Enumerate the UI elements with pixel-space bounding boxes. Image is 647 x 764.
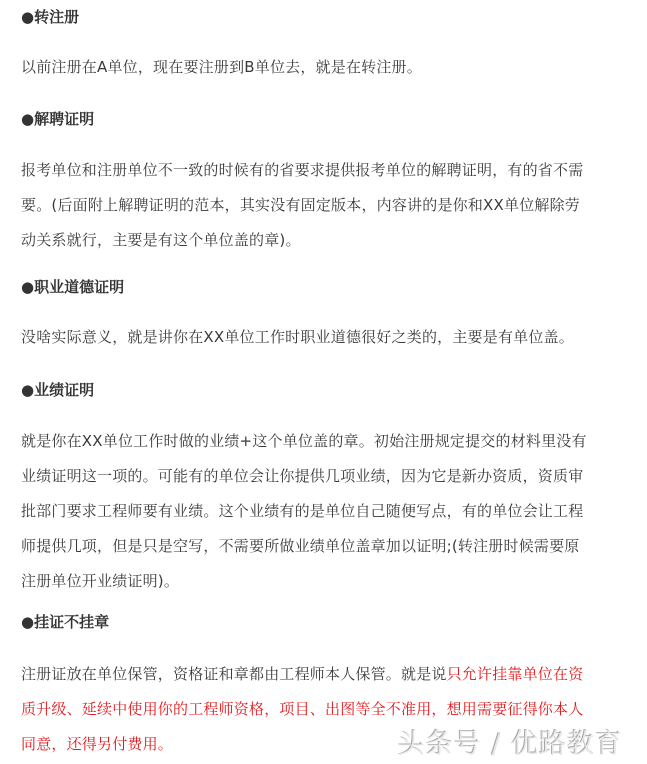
section-body-dismissal-certificate [21,153,631,258]
text-line: 就是你在XX单位工作时做的业绩+这个单位盖的章。初始注册规定提交的材料里没有 [21,432,587,450]
watermark: 头条号 / 优路教育 [398,729,624,760]
text-line: 以前注册在A单位，现在要注册到B单位去，就是在转注册。 [21,58,422,76]
text-line-highlight: 同意，还得另付费用。 [21,735,174,753]
section-body-transfer-registration [21,50,631,85]
text-line: 批部门要求工程师要有业绩。这个业绩有的是单位自己随便写点，有的单位会让工程 [21,502,584,520]
text-line: 动关系就行，主要是有这个单位盖的章)。 [21,231,301,249]
text-line: 没啥实际意义，就是讲你在XX单位工作时职业道德很好之类的，主要是有单位盖。 [21,328,574,346]
section-body-performance-certificate [21,424,631,599]
text-normal: 注册证放在单位保管，资格证和章都由工程师本人保管。就是说 [21,665,447,683]
section-body-professional-ethics [21,320,631,355]
section-heading-dismissal-certificate: ●解聘证明 [21,110,95,128]
text-line-mixed [21,657,631,692]
text-line: 业绩证明这一项的。可能有的单位会让你提供几项业绩，因为它是新办资质，资质审 [21,467,584,485]
text-line: 师提供几项，但是只是空写，不需要所做业绩单位盖章加以证明;(转注册时候需要原 [21,537,580,555]
text-line: 报考单位和注册单位不一致的时候有的省要求提供报考单位的解聘证明，有的省不需 [21,161,584,179]
section-heading-transfer-registration: ●转注册 [21,8,80,26]
text-line: 要。(后面附上解聘证明的范本，其实没有固定版本，内容讲的是你和XX单位解除劳 [21,196,581,214]
text-line: 注册单位开业绩证明)。 [21,572,180,590]
section-heading-performance-certificate: ●业绩证明 [21,381,95,399]
text-line-highlight: 质升级、延续中使用你的工程师资格，项目、出图等全不准用，想用需要征得你本人 [21,700,584,718]
section-heading-professional-ethics: ●职业道德证明 [21,278,125,296]
section-heading-certificate-without-seal: ●挂证不挂章 [21,613,110,631]
text-highlight: 只允许挂靠单位在资 [446,665,584,683]
